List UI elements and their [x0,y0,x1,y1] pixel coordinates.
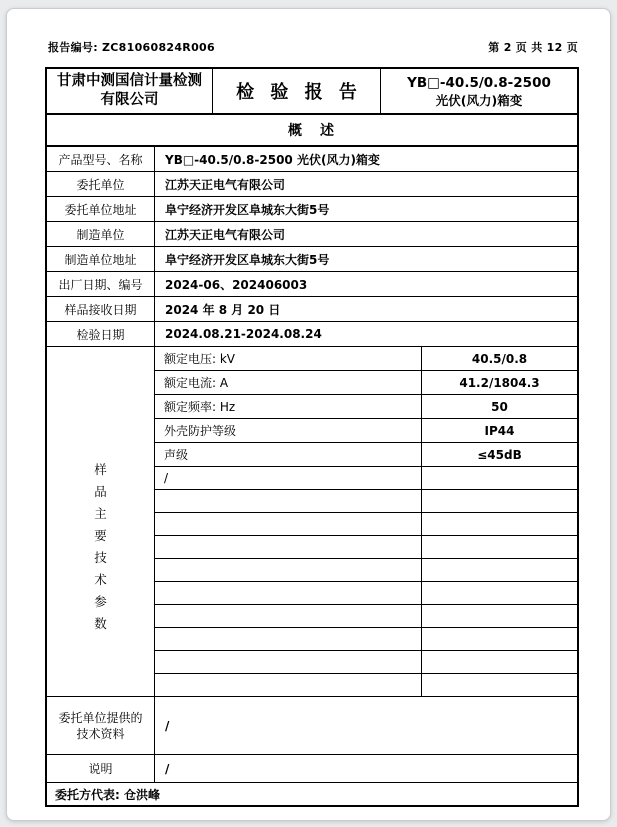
section-title: 概 述 [288,123,336,139]
tech-param-name [155,582,422,604]
tech-param-value [422,513,577,535]
tech-param-value [422,605,577,627]
tech-param-value [422,674,577,696]
tech-param-row-empty [155,651,577,674]
tech-param-row-empty [155,582,577,605]
tech-params-side-label [47,347,155,696]
info-row-label: 样品接收日期 [47,297,155,321]
tech-param-row [155,467,577,490]
client-technical-documents-row [47,697,577,755]
info-row [47,147,577,172]
report-table [45,67,579,807]
info-rows [47,147,577,347]
info-row-value: 江苏天正电气有限公司 [165,227,286,242]
company-name-line2: 有限公司 [100,92,159,108]
tech-param-name: 额定电压: kV [155,347,422,370]
info-row-label: 制造单位地址 [47,247,155,271]
tech-param-name: 额定频率: Hz [155,395,422,418]
footer-row [47,783,577,805]
tech-param-row-empty [155,605,577,628]
info-row [47,247,577,272]
page-margin-header [48,39,578,55]
tech-param-value: 40.5/0.8 [471,351,528,366]
client-technical-documents-value: / [165,718,170,733]
tech-param-name: 声级 [155,443,422,466]
product-model [381,69,577,113]
tech-param-row-empty [155,513,577,536]
label-line: 说明 [88,762,113,776]
tech-param-value: 41.2/1804.3 [459,375,540,390]
remarks-row [47,755,577,783]
tech-param-value [422,559,577,581]
tech-param-row-empty [155,628,577,651]
tech-param-value [422,490,577,512]
info-row-value: YB□-40.5/0.8-2500 光伏(风力)箱变 [165,152,380,167]
info-row-label: 产品型号、名称 [47,147,155,171]
info-row-value: 阜宁经济开发区阜城东大街5号 [165,202,330,217]
info-row-label: 委托单位地址 [47,197,155,221]
info-row [47,197,577,222]
tech-params-side-label-text: 样品主要技术参数 [94,462,107,631]
tech-param-value: 50 [491,399,508,414]
info-row [47,297,577,322]
info-row [47,272,577,297]
tech-param-name [155,536,422,558]
label-line: 委托单位提供的 [58,710,143,725]
tech-param-name: 外壳防护等级 [155,419,422,442]
page-indicator: 第 2 页 共 12 页 [488,41,578,54]
tech-param-value [422,467,577,489]
info-row [47,172,577,197]
company-name [47,69,213,113]
info-row-label: 制造单位 [47,222,155,246]
info-row-label: 委托单位 [47,172,155,196]
report-number: 报告编号: ZC81060824R006 [48,41,215,54]
tech-param-name [155,628,422,650]
remarks-label [47,755,155,782]
info-row-value: 江苏天正电气有限公司 [165,177,286,192]
tech-param-name [155,605,422,627]
tech-param-name [155,674,422,696]
tech-param-name: / [155,467,422,489]
section-title-row [47,115,577,147]
tech-param-value: ≤45dB [477,447,522,462]
label-line: 技术资料 [76,726,125,741]
info-row-label: 检验日期 [47,322,155,346]
consignor-representative: 委托方代表: 仓洪峰 [55,787,160,802]
tech-param-name [155,490,422,512]
tech-params-section [47,347,577,697]
info-row-value: 2024.08.21-2024.08.24 [165,327,322,341]
tech-param-row-empty [155,536,577,559]
remarks-value: / [165,761,170,776]
info-row [47,222,577,247]
tech-params-rows [155,347,577,696]
info-row-label: 出厂日期、编号 [47,272,155,296]
report-title: 检 验 报 告 [213,69,381,113]
tech-param-row-empty [155,490,577,513]
info-row [47,322,577,347]
tech-param-row-empty [155,674,577,696]
product-model-line1: YB□-40.5/0.8-2500 [407,74,551,91]
client-technical-documents-label [47,697,155,754]
company-name-line1: 甘肃中测国信计量检测 [57,73,202,89]
tech-param-row [155,347,577,371]
tech-param-value [422,536,577,558]
tech-param-row-empty [155,559,577,582]
tech-param-name [155,559,422,581]
document-page [6,8,611,821]
tech-param-value: IP44 [484,423,515,438]
tech-param-value [422,651,577,673]
tech-param-name [155,651,422,673]
info-row-value: 阜宁经济开发区阜城东大街5号 [165,252,330,267]
tech-param-row [155,443,577,467]
table-header-row [47,69,577,115]
tech-param-row [155,419,577,443]
tech-param-name [155,513,422,535]
tech-param-value [422,582,577,604]
tech-param-value [422,628,577,650]
product-model-line2: 光伏(风力)箱变 [435,92,523,108]
tech-param-name: 额定电流: A [155,371,422,394]
tech-param-row [155,371,577,395]
info-row-value: 2024 年 8 月 20 日 [165,302,281,317]
info-row-value: 2024-06、202406003 [165,277,308,292]
tech-param-row [155,395,577,419]
bottom-rows [47,697,577,783]
